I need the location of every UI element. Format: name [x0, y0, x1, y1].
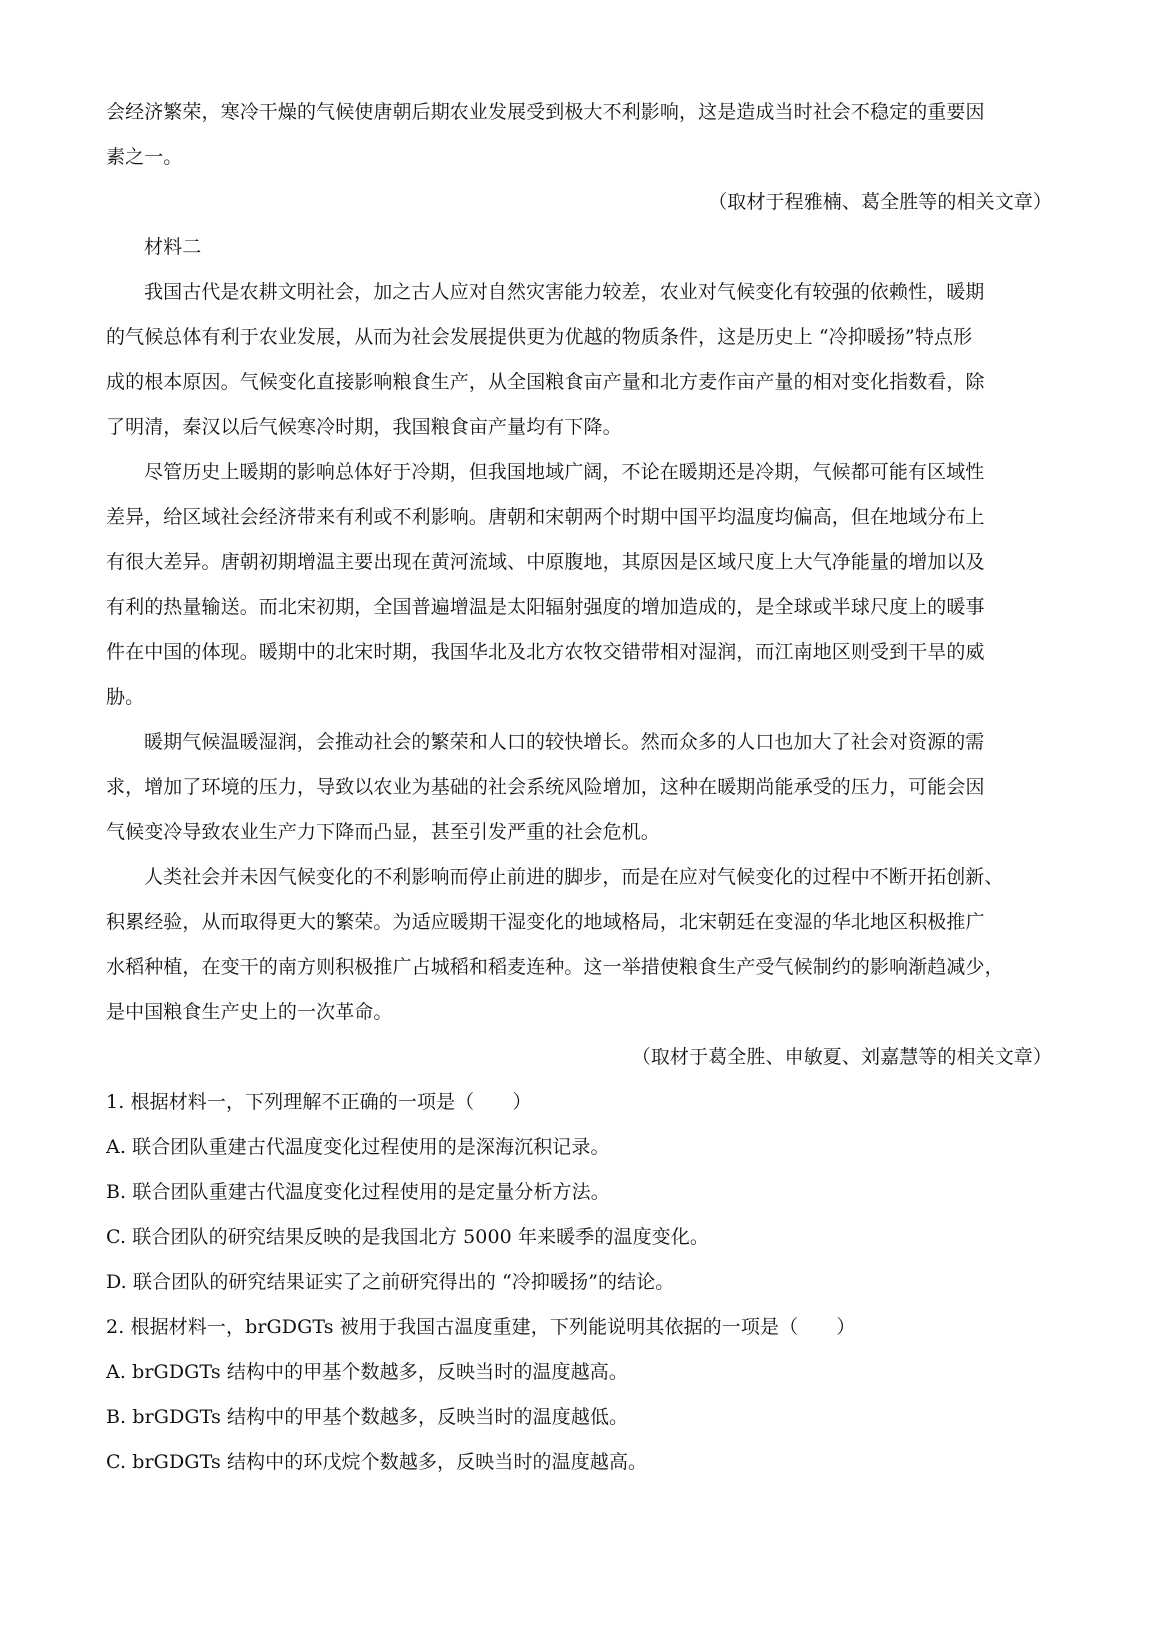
material-2-paragraph-1	[106, 270, 1054, 450]
material-2-paragraph-3	[106, 720, 1054, 855]
question-1-option-c: C. 联合团队的研究结果反映的是我国北方 5000 年来暖季的温度变化。	[106, 1226, 709, 1248]
paragraph-line: 的气候总体有利于农业发展，从而为社会发展提供更为优越的物质条件，这是历史上 “冷抑暖扬”特点形	[106, 326, 973, 348]
question-1	[106, 1080, 1054, 1305]
paragraph-line: 气候变冷导致农业生产力下降而凸显，甚至引发严重的社会危机。	[106, 821, 660, 843]
question-2-stem: 2. 根据材料一，brGDGTs 被用于我国古温度重建，下列能说明其依据的一项是（ ）	[106, 1316, 856, 1338]
source-citation-1: （取材于程雅楠、葛全胜等的相关文章）	[708, 191, 1052, 213]
material-2-paragraph-4	[106, 855, 1054, 1035]
paragraph-line: 是中国粮食生产史上的一次革命。	[106, 1001, 393, 1023]
paragraph-line: 暖期气候温暖湿润，会推动社会的繁荣和人口的较快增长。然而众多的人口也加大了社会对资源的需	[144, 731, 985, 753]
paragraph-line: 有很大差异。唐朝初期增温主要出现在黄河流域、中原腹地，其原因是区域尺度上大气净能量的增加以及	[106, 551, 985, 573]
question-1-stem: 1. 根据材料一，下列理解不正确的一项是（ ）	[106, 1091, 532, 1113]
continuation-line-2: 素之一。	[106, 146, 183, 168]
material-2-heading: 材料二	[144, 236, 202, 258]
paragraph-line: 差异，给区域社会经济带来有利或不利影响。唐朝和宋朝两个时期中国平均温度均偏高，但在地域分布上	[106, 506, 985, 528]
paragraph-line: 尽管历史上暖期的影响总体好于冷期，但我国地域广阔，不论在暖期还是冷期，气候都可能有区域性	[144, 461, 985, 483]
paragraph-line: 我国古代是农耕文明社会，加之古人应对自然灾害能力较差，农业对气候变化有较强的依赖性，暖期	[144, 281, 985, 303]
question-1-option-d: D. 联合团队的研究结果证实了之前研究得出的 “冷抑暖扬”的结论。	[106, 1271, 675, 1293]
question-1-option-b: B. 联合团队重建古代温度变化过程使用的是定量分析方法。	[106, 1181, 610, 1203]
question-2-option-b: B. brGDGTs 结构中的甲基个数越多，反映当时的温度越低。	[106, 1406, 629, 1428]
material-2-paragraph-2	[106, 450, 1054, 720]
paragraph-line: 人类社会并未因气候变化的不利影响而停止前进的脚步，而是在应对气候变化的过程中不断开拓创新、	[144, 866, 1004, 888]
paragraph-line: 水稻种植，在变干的南方则积极推广占城稻和稻麦连种。这一举措使粮食生产受气候制约的影响渐趋减少，	[106, 956, 1004, 978]
paragraph-line: 求，增加了环境的压力，导致以农业为基础的社会系统风险增加，这种在暖期尚能承受的压力，可能会因	[106, 776, 985, 798]
paragraph-line: 有利的热量输送。而北宋初期，全国普遍增温是太阳辐射强度的增加造成的，是全球或半球尺度上的暖事	[106, 596, 985, 618]
question-1-option-a: A. 联合团队重建古代温度变化过程使用的是深海沉积记录。	[106, 1136, 610, 1158]
question-2-option-c: C. brGDGTs 结构中的环戊烷个数越多，反映当时的温度越高。	[106, 1451, 648, 1473]
paragraph-line: 积累经验，从而取得更大的繁荣。为适应暖期干湿变化的地域格局，北宋朝廷在变湿的华北地区积极推广	[106, 911, 985, 933]
paragraph-line: 成的根本原因。气候变化直接影响粮食生产，从全国粮食亩产量和北方麦作亩产量的相对变化指数看，除	[106, 371, 985, 393]
paragraph-line: 了明清，秦汉以后气候寒冷时期，我国粮食亩产量均有下降。	[106, 416, 622, 438]
document-body	[106, 90, 1054, 1485]
question-2	[106, 1305, 1054, 1485]
paragraph-line: 胁。	[106, 686, 145, 708]
source-citation-2: （取材于葛全胜、申敏夏、刘嘉慧等的相关文章）	[631, 1046, 1052, 1068]
continuation-line-1: 会经济繁荣，寒冷干燥的气候使唐朝后期农业发展受到极大不利影响，这是造成当时社会不稳定的重要因	[106, 101, 985, 123]
question-2-option-a: A. brGDGTs 结构中的甲基个数越多，反映当时的温度越高。	[106, 1361, 628, 1383]
paragraph-line: 件在中国的体现。暖期中的北宋时期，我国华北及北方农牧交错带相对湿润，而江南地区则受到干旱的威	[106, 641, 985, 663]
